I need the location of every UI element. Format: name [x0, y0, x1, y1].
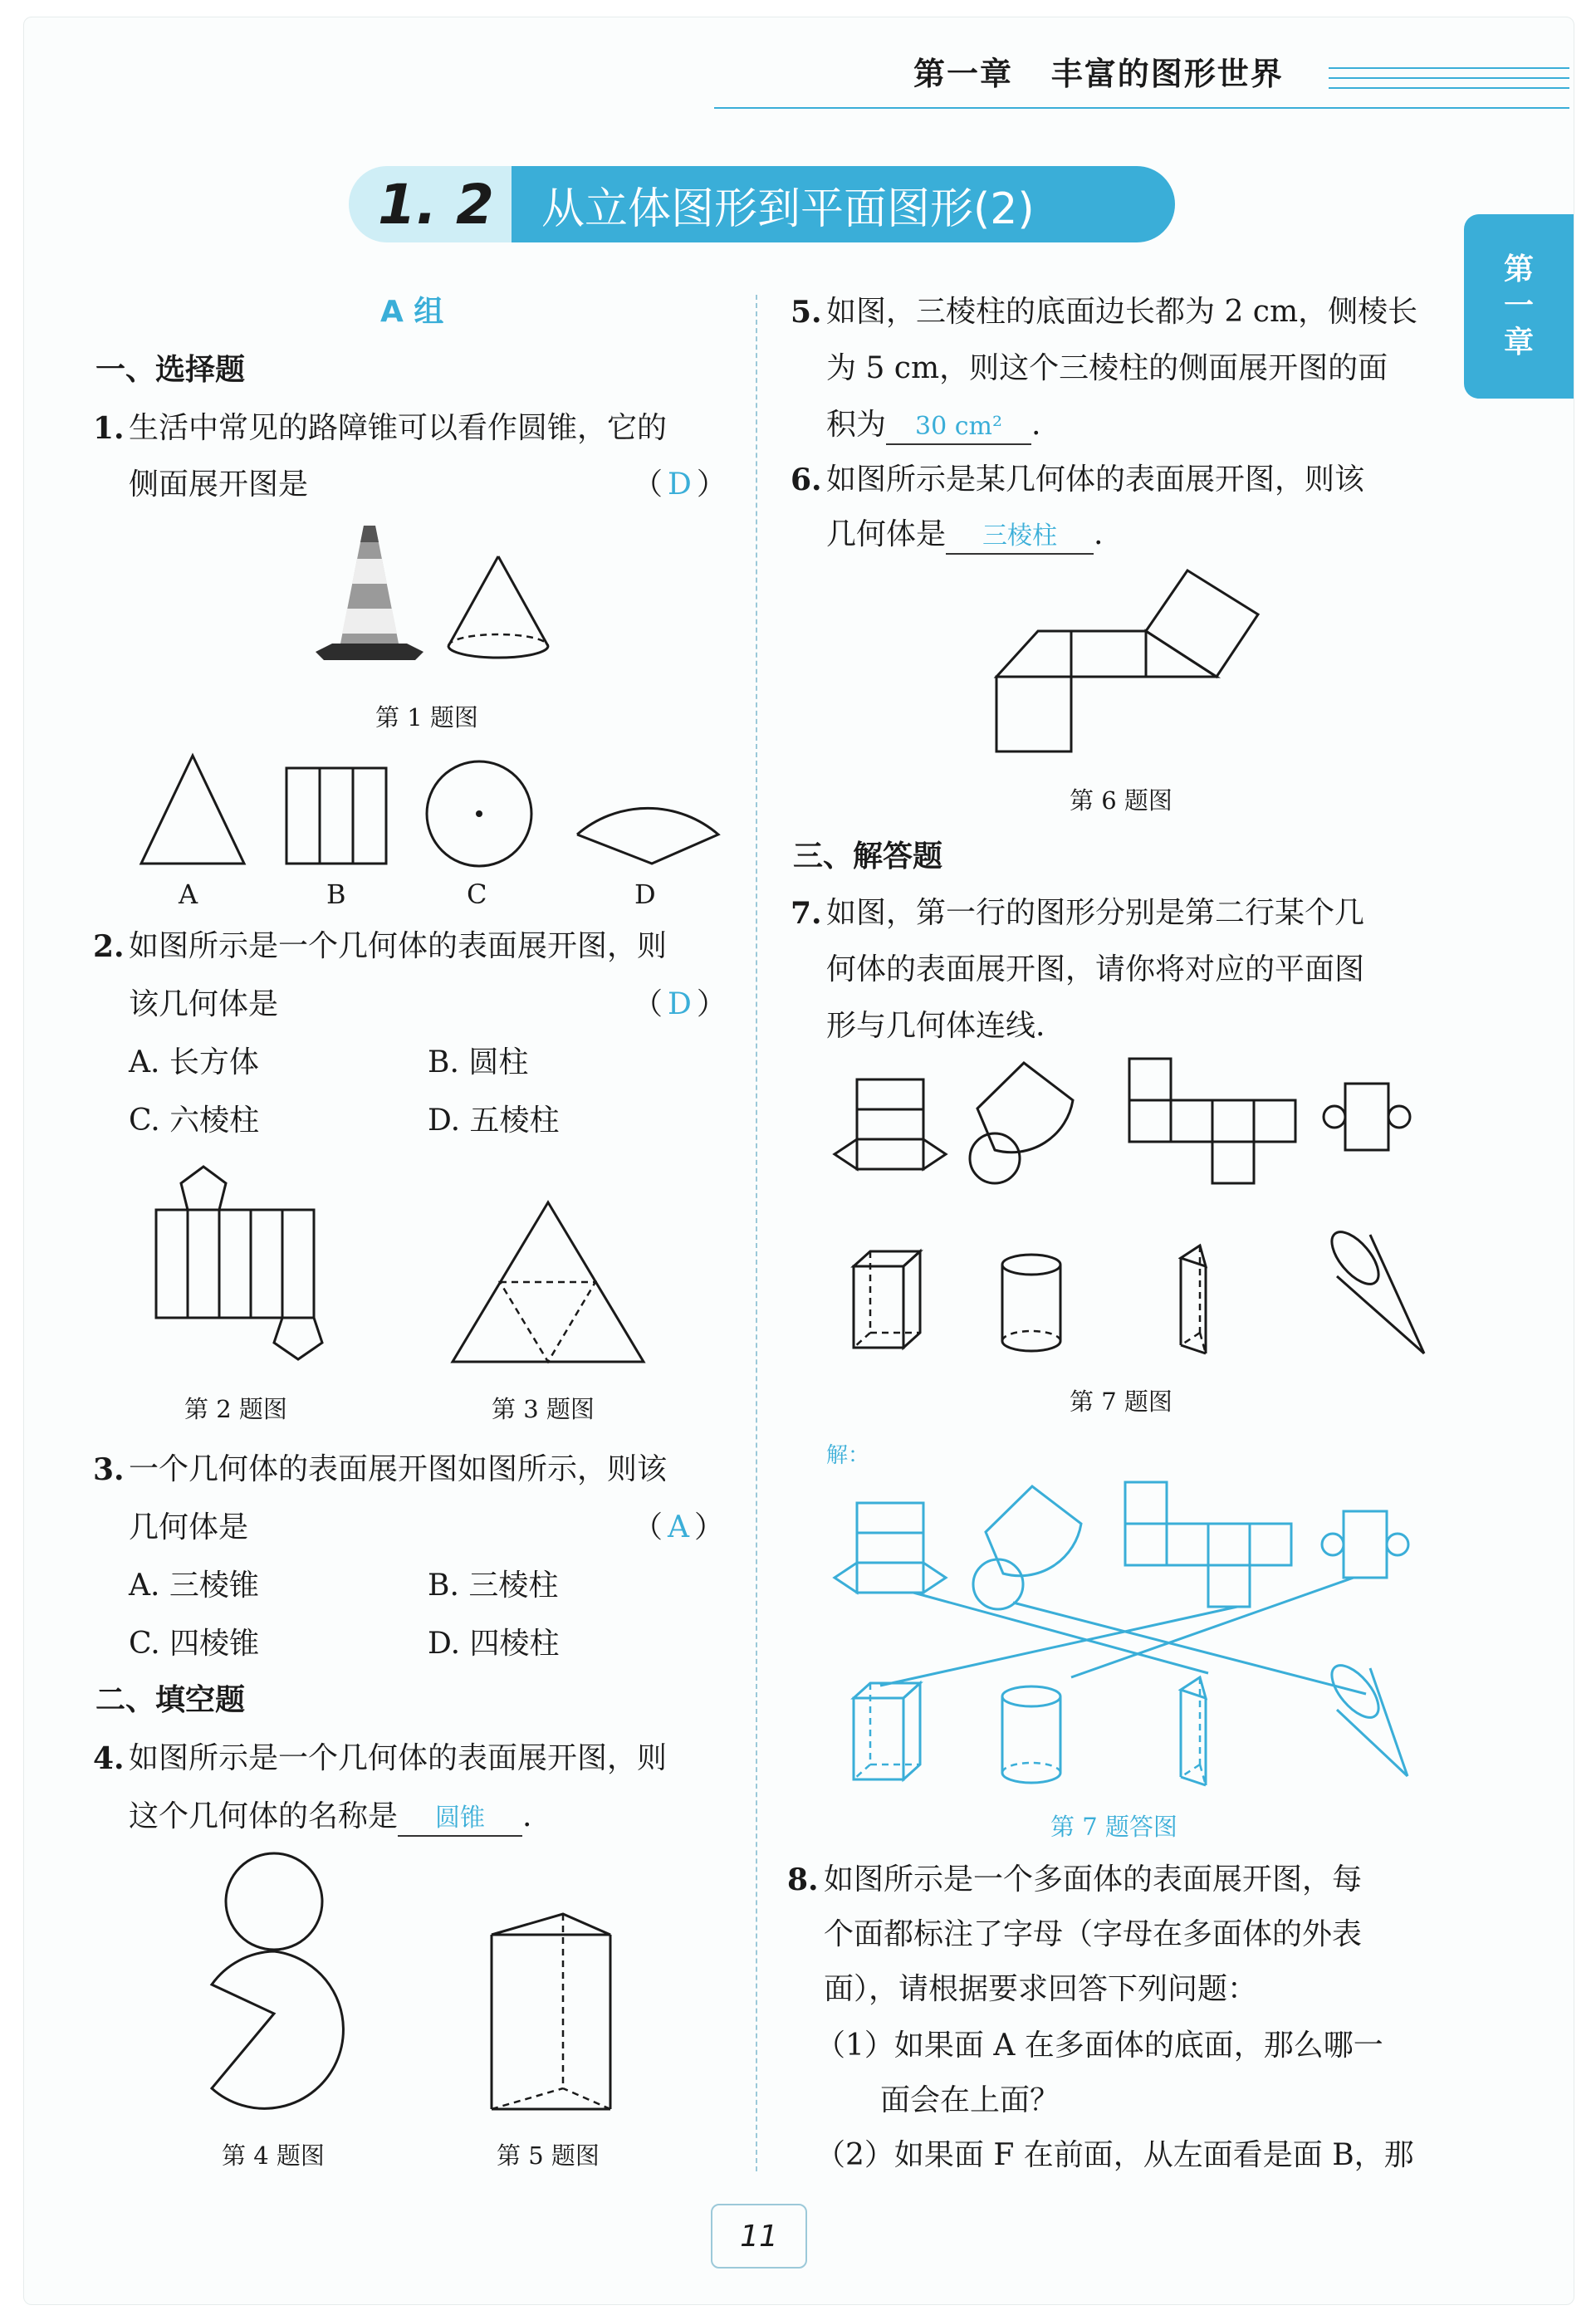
q1-option-b-label: B [326, 879, 346, 910]
section-title: 从立体图形到平面图形(2) [512, 166, 1175, 242]
section-solve: 三、解答题 [793, 839, 943, 874]
q4-figure-caption: 第 4 题图 [222, 2141, 325, 2170]
q7-text-line1: 如图，第一行的图形分别是第二行某个几 [826, 896, 1365, 930]
chapter-header: 第一章 丰富的图形世界 [913, 56, 1284, 92]
q5-answer-blank: 30 cm² [886, 410, 1031, 445]
header-rule-lines [714, 50, 1578, 116]
q1-traffic-cone-figure [316, 519, 598, 677]
q6-answer-blank: 三棱柱 [946, 520, 1094, 555]
q8-text-line1: 如图所示是一个多面体的表面展开图，每 [824, 1862, 1363, 1897]
q4-cone-net [199, 1848, 365, 2122]
q3-answer: A [668, 1510, 690, 1544]
q3-number: 3. [93, 1452, 125, 1487]
q5-figure-caption: 第 5 题图 [497, 2141, 600, 2170]
group-label: A 组 [380, 295, 444, 329]
q5-triangular-prism-figure [482, 1910, 623, 2117]
q8-sub2-line1: （2）如果面 F 在前面，从左面看是面 B，那 [815, 2138, 1414, 2172]
q4-text-line1: 如图所示是一个几何体的表面展开图，则 [129, 1741, 668, 1775]
q1-text-line1: 生活中常见的路障锥可以看作圆锥，它的 [129, 411, 668, 445]
q7-answer-figure [822, 1474, 1428, 1806]
q2-answer-paren: （ D ） [633, 987, 727, 1021]
q6-figure-caption: 第 6 题图 [1070, 786, 1173, 815]
q3-answer-paren: （ A ） [633, 1510, 725, 1544]
page-number: 11 [711, 2204, 807, 2269]
q2-option-b: B. 圆柱 [428, 1045, 529, 1079]
q1-option-figures [133, 751, 731, 876]
q5-text-line1: 如图，三棱柱的底面边长都为 2 cm，侧棱长 [826, 295, 1418, 329]
q1-answer-paren: （ D ） [633, 467, 727, 502]
q3-option-c: C. 四棱锥 [129, 1627, 260, 1661]
q1-option-a-label: A [179, 879, 198, 910]
q1-answer: D [668, 467, 692, 502]
q3-option-d: D. 四棱柱 [428, 1627, 560, 1661]
q2-option-d: D. 五棱柱 [428, 1104, 560, 1138]
q2-answer: D [668, 987, 692, 1021]
q2-figure-caption: 第 2 题图 [184, 1395, 287, 1423]
q7-answer-caption: 第 7 题答图 [1050, 1813, 1177, 1841]
q3-figure-caption: 第 3 题图 [492, 1395, 595, 1423]
section-fill-blank: 二、填空题 [95, 1683, 246, 1717]
q1-option-c-label: C [467, 879, 487, 910]
q3-option-a: A. 三棱锥 [129, 1569, 259, 1603]
q5-text-line3: 积为 30 cm² . [826, 407, 1040, 445]
q2-text-line1: 如图所示是一个几何体的表面展开图，则 [129, 929, 668, 963]
q4-text-line2: 这个几何体的名称是 圆锥 . [129, 1799, 531, 1837]
q5-number: 5. [791, 295, 822, 330]
q8-text-line2: 个面都标注了字母（字母在多面体的外表 [824, 1917, 1363, 1951]
q1-figure-caption: 第 1 题图 [375, 703, 478, 732]
q2-text-line2: 该几何体是 [129, 987, 279, 1021]
q8-number: 8. [787, 1862, 819, 1897]
q8-sub1-line2: 面会在上面？ [880, 2083, 1060, 2117]
q7-text-line2: 何体的表面展开图，请你将对应的平面图 [826, 952, 1365, 986]
section-choice: 一、选择题 [95, 353, 246, 387]
section-banner [349, 166, 1175, 242]
q8-text-line3: 面），请根据要求回答下列问题： [824, 1972, 1258, 2006]
q6-text-line2: 几何体是 三棱柱 . [826, 516, 1103, 555]
q1-text-line2: 侧面展开图是 [129, 467, 309, 502]
q6-number: 6. [791, 463, 822, 497]
tab-char-2: 一 [1503, 289, 1534, 323]
q3-triangular-pyramid-net [444, 1196, 652, 1370]
section-number: 1. 2 [349, 166, 523, 242]
column-divider [756, 295, 757, 2171]
q2-option-c: C. 六棱柱 [129, 1104, 260, 1138]
q3-text-line2: 几何体是 [129, 1510, 249, 1544]
q2-option-a: A. 长方体 [129, 1045, 259, 1079]
q6-text-line1: 如图所示是某几何体的表面展开图，则该 [826, 463, 1365, 497]
tab-char-1: 第 [1503, 252, 1534, 286]
q4-answer-blank: 圆锥 [398, 1802, 522, 1837]
q4-number: 4. [93, 1741, 125, 1776]
q2-number: 2. [93, 929, 125, 964]
tab-char-3: 章 [1503, 325, 1534, 360]
q1-option-d-label: D [634, 879, 656, 910]
q7-solution-label: 解： [826, 1443, 870, 1468]
q6-triangular-prism-net [992, 569, 1266, 760]
q1-number: 1. [93, 411, 125, 446]
q7-text-line3: 形与几何体连线. [826, 1009, 1045, 1043]
q8-sub1-line1: （1）如果面 A 在多面体的底面，那么哪一 [815, 2029, 1383, 2063]
q7-number: 7. [791, 896, 822, 931]
q3-option-b: B. 三棱柱 [428, 1569, 559, 1603]
q3-text-line1: 一个几何体的表面展开图如图所示，则该 [129, 1452, 668, 1486]
q7-nets-and-solids-figure [822, 1050, 1428, 1366]
q2-pentagonal-prism-net [149, 1158, 340, 1366]
q7-figure-caption: 第 7 题图 [1070, 1388, 1173, 1416]
q5-text-line2: 为 5 cm，则这个三棱柱的侧面展开图的面 [826, 351, 1388, 385]
chapter-side-tab [1464, 214, 1574, 399]
